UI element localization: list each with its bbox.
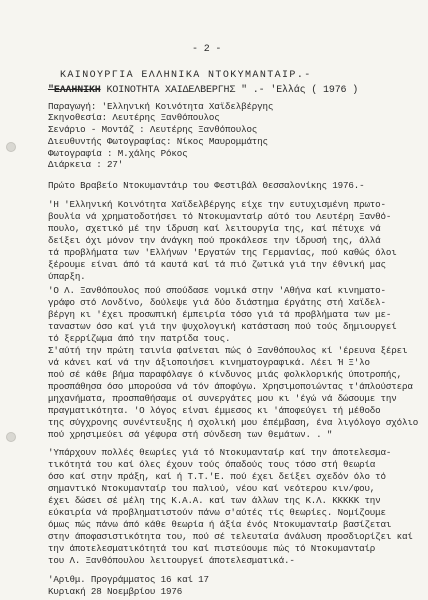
paragraph-3-line: έχει δώσει σέ μέλη της Κ.Α.Α. καί των άλλων της Κ.Λ. ΚΚΚΚΚ την — [48, 495, 381, 506]
paragraph-2-line: πού σέ κάθε βήμα παραφόλαγε ό κίνδυνος μιάς φολκλορικής ύποτροπής, — [48, 369, 402, 380]
award-line: Πρώτο Βραβείο Ντοκυμαντάιρ του Φεστιβάλ Θεσσαλονίκης 1976.- — [48, 180, 365, 191]
credit-line: Φωτογραφία : Μ.χάλης Ρόκος — [48, 148, 188, 159]
credit-line: Παραγωγή: 'Ελληνική Κοινότητα Χαϊδελβέργης — [48, 101, 274, 112]
paragraph-3-line: τικότητά του καί όλες έχουν τούς όπαδούς τους τόσο στή θεωρία — [48, 459, 376, 470]
credit-line: Σενάριο - Μοντάζ : Λευτέρης Ξανθόπουλος — [48, 124, 258, 135]
paragraph-3-line: όσο καί στην πράξη, καί ή Τ.Τ.'Ε. πού έχει δείξει σχεδόν όλο τό — [48, 471, 386, 482]
paragraph-3-line: του Λ. Ξανθόπουλου λειτουργεί άποτελεσματικά.- — [48, 555, 295, 566]
paragraph-2-line: Σ'αύτή την πρώτη ταινία φαίνεται πώς ό Ξανθόπουλος κί 'έρευνα ξέρει — [48, 345, 408, 356]
document-title: ΚΑΙΝΟΥΡΓΙΑ ΕΛΛΗΝΙΚΑ ΝΤΟΚΥΜΑΝΤΑΙΡ.- — [60, 70, 312, 81]
credit-line: Σκηνοθεσία: Λευτέρης Ξανθόπουλος — [48, 112, 220, 123]
paragraph-2-line: τό ξερρίζωμα άπό την πατρίδα τους. — [48, 333, 231, 344]
paragraph-3-line: στην άποφασιστικότητα του, πού σέ τελευταία άνάλυση προσδιορίζει καί — [48, 531, 413, 542]
program-number: 'Αριθμ. Προγράμματος 16 καί 17 — [48, 574, 209, 585]
paragraph-2-line: ταναστων όσο καί γιά την ψυχολογική κατάσταση πού τούς δημιουργεί — [48, 321, 397, 332]
document-subtitle — [48, 85, 358, 96]
subtitle-text: ΚΟΙΝΟΤΗΤΑ ΧΑΙΔΕΛΒΕΡΓΗΣ " .- 'Ελλάς ( 1976 ) — [100, 85, 359, 96]
paragraph-2-line: βέργη κι 'έχει προσωπική έμπειρία τόσο γιά τά προβλήματα των με- — [48, 309, 392, 320]
credit-line: Διευθυντής Φωτογραφίας: Νίκος Μαυρομμάτης — [48, 136, 268, 147]
paragraph-2-line: μηχανήματα, προσπαθήσαμε οί συνεργάτες μου κι 'έγώ νά δώσουμε την — [48, 393, 397, 404]
screening-date: Κυριακή 28 Νοεμβρίου 1976 — [48, 586, 183, 597]
punch-hole — [6, 142, 16, 152]
paragraph-2-line: γράφο στό Λονδίνο, δούλεψε γιά δύο διάστημα έργάτης στή Χαϊδελ- — [48, 297, 386, 308]
paragraph-1-line: πουλο, σχετικό μέ την ίδρυση καί λειτουργία της, καί πέτυχε νά — [48, 223, 381, 234]
paragraph-1-line: ύπαρξη. — [48, 271, 86, 282]
paragraph-3-line: σημαντικό Ντοκυμανταίρ του παλιού, νέου καί νεότερου κιν/φου, — [48, 483, 376, 494]
paragraph-3-line: όμως πώς πάνω άπό κάθε θεωρία ή άξία ένός Ντοκυμανταίρ βασίζεται — [48, 519, 392, 530]
paragraph-2-line: 'Ο Λ. Ξανθόπουλος πού σπούδασε νομικά στην 'Αθήνα καί κινηματο- — [48, 285, 386, 296]
paragraph-2-line: νά κάνει καί νά την άξιοποιήσει κινηματογραφικά. Λέει Ή Ξ'λο — [48, 357, 370, 368]
paragraph-3-line: εύκαιρία νά προβληματιστούν πάνω σ'αύτές τίς θεωρίες. Νομίζουμε — [48, 507, 386, 518]
paragraph-1-line: δείξει όχι μόνον την άνάγκη πού προκάλεσε την ίδρυσή της, άλλά — [48, 235, 381, 246]
paragraph-2-line: πού χρησιμεύει σά γέφυρα στή σύνδεση των θεμάτων. . " — [48, 429, 333, 440]
punch-hole — [6, 432, 16, 442]
page-number: - 2 - — [192, 44, 222, 55]
credit-line: Διάρκεια : 27' — [48, 159, 124, 170]
paragraph-1-line: βουλία νά χρηματοδοτήσει τό Ντοκυμανταίρ αύτό του Λευτέρη Ξανθό- — [48, 211, 392, 222]
paragraph-3-line: 'Υπάρχουν πολλές θεωρίες γιά τό Ντοκυμανταίρ καί την άποτελεσμα- — [48, 447, 392, 458]
paragraph-2-line: πραγματικότητα. 'Ο λόγος είναι έμμεσος κι 'άποφεύγει τή μέθοδο — [48, 405, 381, 416]
paragraph-1-line: τά προβλήματα των 'Ελλήνων 'Εργατών της Γερμανίας, πού καθώς όλοι — [48, 247, 397, 258]
paragraph-1-line: 'Η 'Ελληνική Κοινότητα Χαϊδελβέργης είχε την ευτυχισμένη πρωτο- — [48, 199, 386, 210]
paragraph-1-line: ξέρουμε είναι άπό τά καυτά καί τά πιό ζωτικά γιά την έθνική μας — [48, 259, 386, 270]
paragraph-2-line: της σύγχρονης συνέντευξης ή σχολική μου έπέμβαση, ένα λιγόλογο σχόλιο — [48, 417, 419, 428]
struck-word: "ΕΛΛΗΝΙΚΗ — [48, 85, 101, 96]
paragraph-2-line: προσπάθησα όσο μπορούσα νά τόν άποφύγω. Χρησιμοποιώντας τ'άπλούστερα — [48, 381, 413, 392]
paragraph-3-line: την άποτελεσματικότητά του καί πιστεύουμε πώς τό Ντοκυμανταίρ — [48, 543, 376, 554]
